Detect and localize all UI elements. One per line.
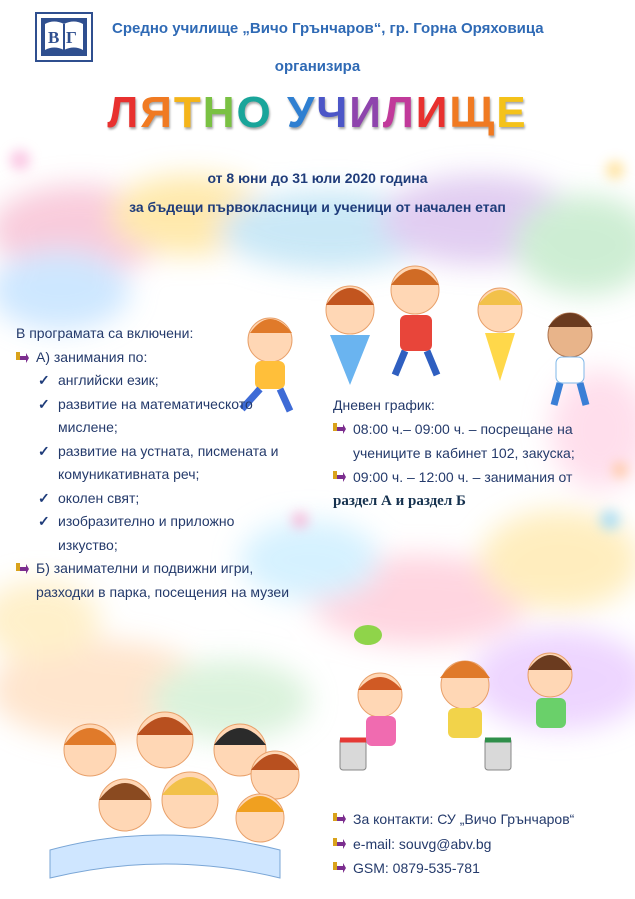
section-b-item: [16, 557, 296, 604]
email-link[interactable]: souvg@abv.bg: [398, 835, 492, 852]
title-letter: Щ: [449, 88, 497, 137]
schedule-item: [333, 417, 633, 465]
title-letter: Ч: [316, 88, 350, 137]
contacts-section: [333, 807, 633, 881]
gsm-number: GSM: 0879-535-781: [353, 860, 480, 876]
subject-text: развитие на устната, писмената и комуникативната реч;: [58, 442, 279, 482]
subject-item: [16, 440, 296, 487]
title-letter: О: [236, 88, 273, 137]
checkmark-icon: ✓: [38, 442, 50, 459]
email-prefix: e-mail:: [353, 835, 399, 852]
title-letter: Т: [173, 88, 203, 137]
contact-gsm-item: [333, 856, 633, 881]
subjects-list: [16, 369, 296, 557]
subject-item: [16, 487, 296, 511]
contact-label-item: [333, 807, 633, 832]
audience-line: за бъдещи първокласници и ученици от начален етап: [129, 199, 506, 215]
subject-item: [16, 393, 296, 440]
subject-text: околен свят;: [58, 489, 140, 506]
title-letter: И: [415, 88, 450, 137]
schedule-heading: Дневен график:: [333, 397, 435, 413]
subject-text: английски език;: [58, 372, 159, 388]
schedule-item-tail: раздел А и раздел Б: [333, 493, 466, 509]
title-letter: [273, 88, 287, 137]
program-heading: В програмата са включени:: [16, 325, 194, 341]
checkmark-icon: ✓: [38, 513, 50, 529]
section-b-label: Б) занимателни и подвижни игри, разходки в парка, посещения на музеи: [36, 560, 290, 600]
arrow-bullet-icon: [333, 838, 346, 850]
title-letter: Н: [202, 88, 237, 137]
arrow-bullet-icon: [16, 352, 29, 364]
contact-label: За контакти: СУ „Вичо Грънчаров“: [353, 811, 575, 827]
arrow-bullet-icon: [333, 423, 346, 435]
school-book-logo-icon: [35, 12, 93, 62]
schedule-item-text: 08:00 ч.– 09:00 ч. – посрещане на учениците в кабинет 102, закуска;: [353, 421, 575, 461]
subject-text: развитие на математическото мислене;: [58, 395, 253, 435]
schedule-item-text: 09:00 ч. – 12:00 ч. – занимания от: [353, 469, 573, 485]
title-letter: Л: [107, 88, 141, 137]
subject-item: [16, 510, 296, 557]
title-letter: Л: [382, 88, 416, 137]
schedule-item: [333, 465, 633, 489]
checkmark-icon: ✓: [38, 395, 50, 412]
title-letter: И: [349, 88, 383, 137]
title-letter: Я: [140, 88, 174, 137]
dates-line: от 8 юни до 31 юли 2020 година: [207, 170, 428, 186]
subject-text: изобразително и приложно изкуство;: [58, 513, 235, 553]
svg-text:Г: Г: [66, 28, 77, 47]
organizes-label: организира: [274, 58, 361, 75]
contact-email-item: [333, 832, 633, 857]
program-section: [16, 322, 296, 604]
arrow-bullet-icon: [333, 471, 346, 483]
arrow-bullet-icon: [333, 813, 346, 825]
arrow-bullet-icon: [333, 862, 346, 874]
svg-text:В: В: [48, 28, 60, 47]
section-a-label: А) занимания по:: [36, 348, 148, 365]
title-letter: Е: [496, 88, 528, 137]
arrow-bullet-icon: [16, 563, 29, 575]
subject-item: [16, 369, 296, 393]
school-name: Средно училище „Вичо Грънчаров“, гр. Горна Оряховица: [112, 20, 544, 37]
checkmark-icon: ✓: [38, 489, 50, 506]
title-letter: У: [287, 88, 317, 137]
checkmark-icon: ✓: [38, 372, 50, 388]
section-a-item: [16, 346, 296, 370]
schedule-section: [333, 393, 633, 513]
page-title: [0, 88, 635, 138]
